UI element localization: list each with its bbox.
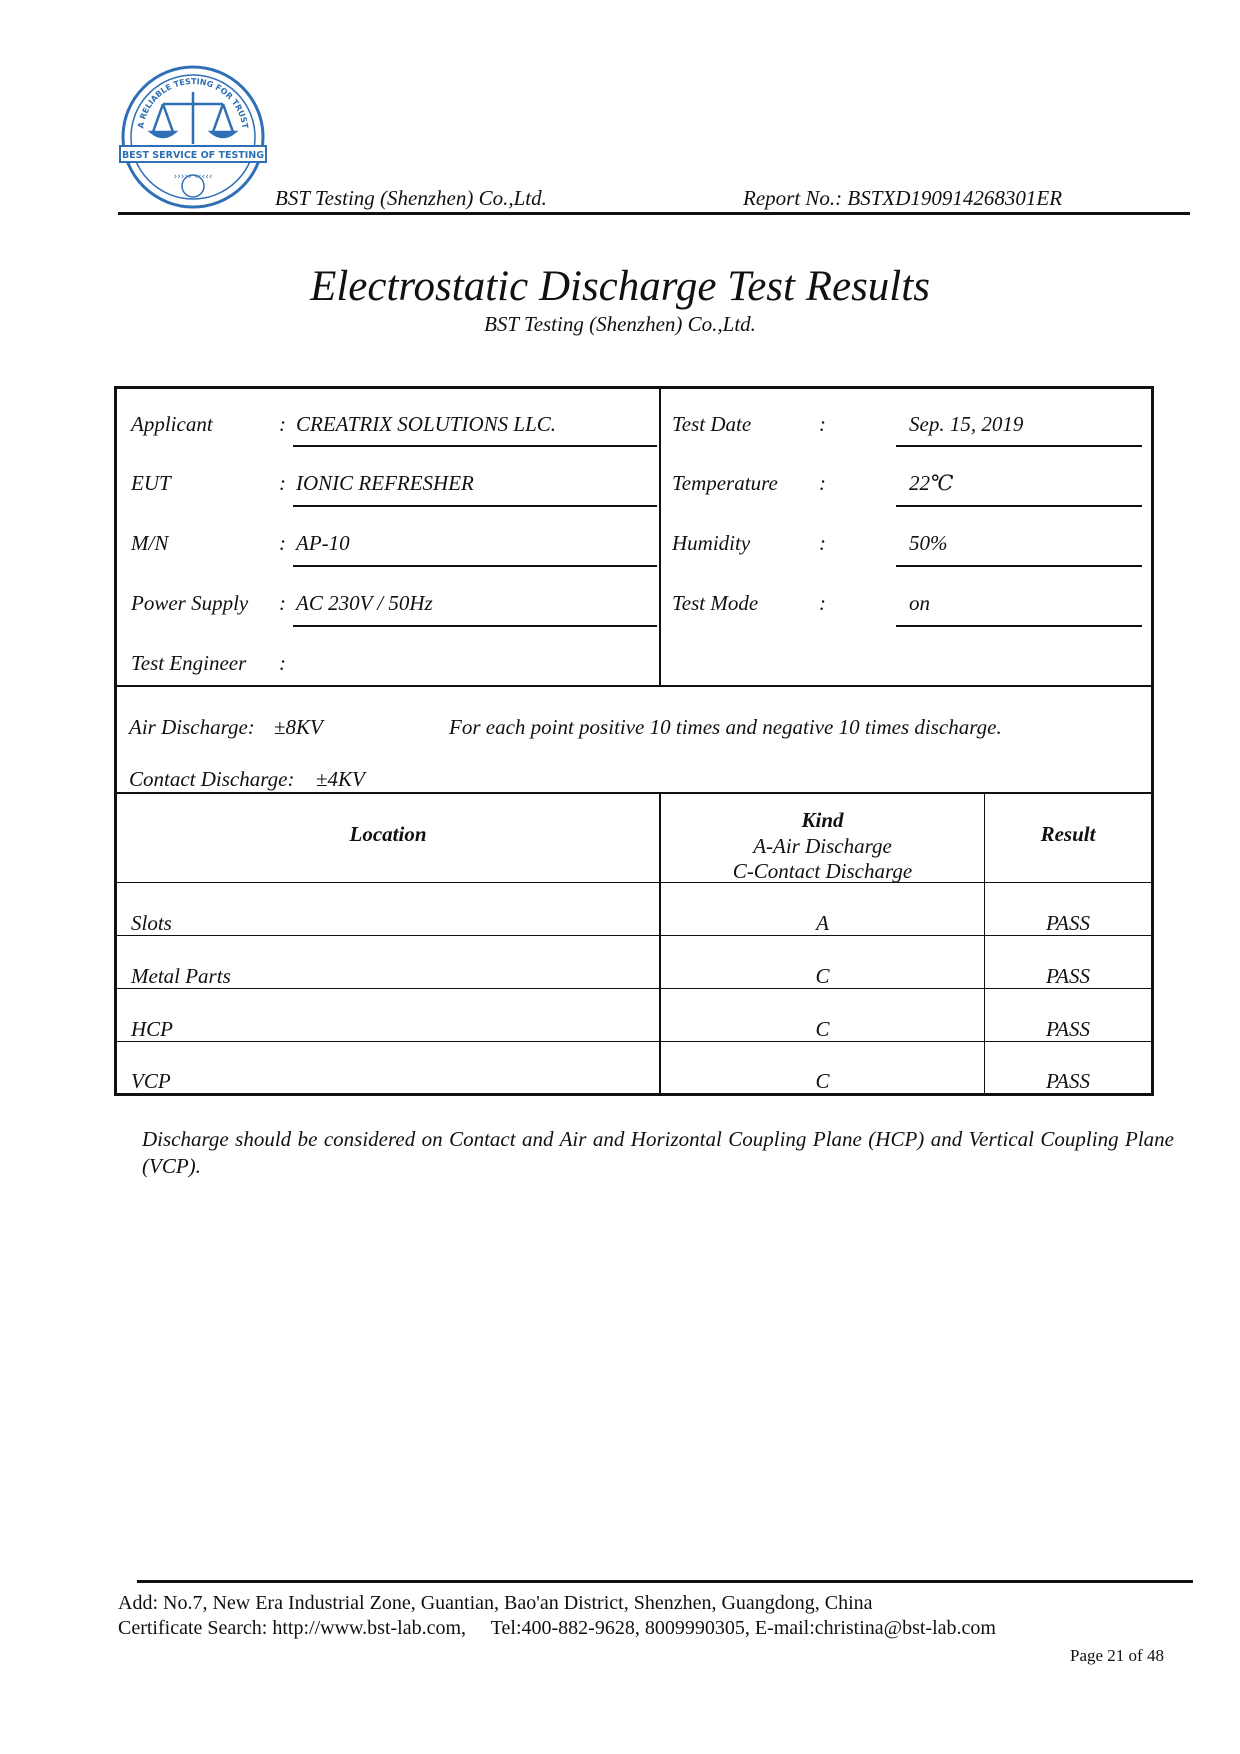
contact-discharge-value: ±4KV [316, 767, 365, 791]
footer-address: Add: No.7, New Era Industrial Zone, Guantian, Bao'an District, Shenzhen, Guangdong, China [118, 1592, 873, 1614]
footer-contact: Certificate Search: http://www.bst-lab.com, Tel:400-882-9628, 8009990305, E-mail:christina@bst-lab.com [118, 1617, 996, 1639]
col-header-kind-a: A-Air Discharge [753, 834, 892, 858]
row-location: Metal Parts [131, 964, 231, 988]
mn-value: AP-10 [296, 531, 350, 555]
test-engineer-label: Test Engineer [131, 651, 247, 675]
colon: : [279, 591, 286, 615]
row-result: PASS [1046, 1017, 1090, 1041]
svg-text:››››› ‹‹‹‹‹: ››››› ‹‹‹‹‹ [173, 172, 213, 182]
colon: : [819, 412, 826, 436]
row-result: PASS [1046, 964, 1090, 988]
air-discharge-label: Air Discharge: [129, 715, 255, 739]
discharge-note: For each point positive 10 times and negative 10 times discharge. [449, 715, 1002, 739]
eut-value: IONIC REFRESHER [296, 471, 474, 495]
scales-icon [151, 92, 235, 144]
power-supply-value: AC 230V / 50Hz [296, 591, 433, 615]
row-kind: C [815, 964, 830, 988]
contact-discharge-label: Contact Discharge: [129, 767, 295, 791]
temperature-value: 22℃ [909, 471, 954, 495]
header-company: BST Testing (Shenzhen) Co.,Ltd. [275, 186, 547, 210]
row-location: HCP [131, 1017, 173, 1041]
page-number: Page 21 of 48 [1070, 1646, 1164, 1665]
colon: : [819, 531, 826, 555]
colon: : [279, 471, 286, 495]
test-mode-label: Test Mode [672, 591, 759, 615]
colon: : [819, 471, 826, 495]
logo-top-text: A RELIABLE TESTING FOR TRUST [136, 76, 250, 130]
header-report-no: Report No.: BSTXD190914268301ER [743, 186, 1063, 210]
temperature-label: Temperature [672, 471, 778, 495]
colon: : [279, 412, 286, 436]
footer-divider [137, 1580, 1193, 1583]
row-kind: C [815, 1017, 830, 1041]
row-location: VCP [131, 1069, 171, 1093]
test-date-value: Sep. 15, 2019 [909, 412, 1024, 436]
row-result: PASS [1046, 1069, 1090, 1093]
page-title: Electrostatic Discharge Test Results [310, 263, 930, 310]
air-discharge-value: ±8KV [274, 715, 323, 739]
col-header-result: Result [1040, 822, 1096, 846]
eut-label: EUT [131, 471, 171, 495]
colon: : [279, 651, 286, 675]
logo-band-text: BEST SERVICE OF TESTING [121, 150, 265, 161]
discharge-footnote: Discharge should be considered on Contact and Air and Horizontal Coupling Plane (HCP) and Vertical Coupling Plane (VCP). [142, 1127, 1174, 1178]
row-result: PASS [1046, 911, 1090, 935]
applicant-label: Applicant [131, 412, 213, 436]
header-divider [118, 212, 1190, 215]
applicant-value: CREATRIX SOLUTIONS LLC. [296, 412, 557, 436]
mn-label: M/N [131, 531, 169, 555]
colon: : [279, 531, 286, 555]
col-header-kind-c: C-Contact Discharge [732, 859, 913, 883]
humidity-label: Humidity [672, 531, 751, 555]
row-kind: C [815, 1069, 830, 1093]
row-location: Slots [131, 911, 172, 935]
col-header-location: Location [349, 822, 427, 846]
company-logo [118, 62, 268, 212]
page-subtitle: BST Testing (Shenzhen) Co.,Ltd. [484, 312, 756, 336]
test-mode-value: on [909, 591, 930, 615]
col-header-kind: Kind [801, 808, 844, 832]
humidity-value: 50% [909, 531, 948, 555]
row-kind: A [816, 911, 829, 935]
colon: : [819, 591, 826, 615]
test-date-label: Test Date [672, 412, 752, 436]
power-supply-label: Power Supply [131, 591, 249, 615]
